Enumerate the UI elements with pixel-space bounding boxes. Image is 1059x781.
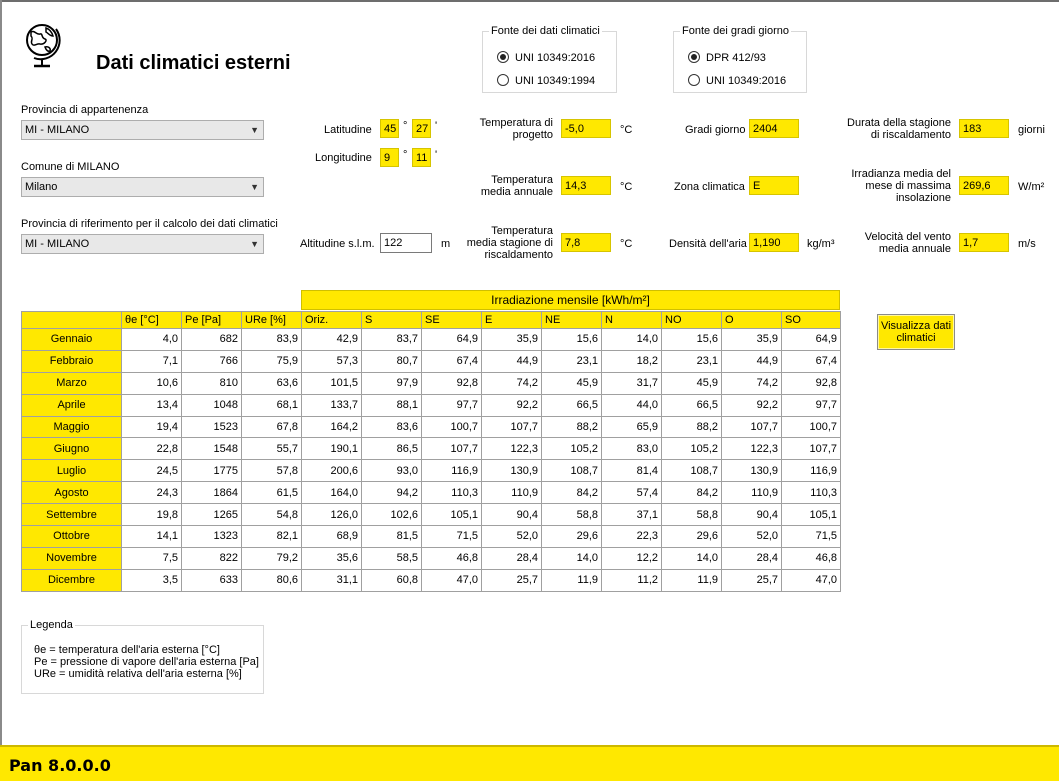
- radio-button-icon[interactable]: [688, 74, 700, 86]
- table-cell[interactable]: 57,3: [302, 350, 362, 372]
- column-header: NE: [542, 312, 602, 329]
- table-cell[interactable]: 11,2: [602, 569, 662, 591]
- table-cell[interactable]: 130,9: [482, 460, 542, 482]
- climate-data-table[interactable]: [21, 311, 841, 592]
- table-cell[interactable]: 1864: [182, 482, 242, 504]
- table-cell[interactable]: 1048: [182, 394, 242, 416]
- fonte-gradi-group: [673, 25, 807, 93]
- table-row: [22, 350, 841, 372]
- table-cell[interactable]: 107,7: [482, 416, 542, 438]
- table-cell[interactable]: 66,5: [542, 394, 602, 416]
- legenda-line: URe = umidità relativa dell'aria esterna [%]: [34, 668, 242, 680]
- table-cell[interactable]: 22,3: [602, 526, 662, 548]
- window-left-border: [0, 0, 2, 745]
- table-cell[interactable]: 126,0: [302, 504, 362, 526]
- durata-field[interactable]: 183: [959, 119, 1009, 138]
- table-cell[interactable]: 81,5: [362, 526, 422, 548]
- column-header: O: [722, 312, 782, 329]
- table-cell[interactable]: 65,9: [602, 416, 662, 438]
- table-cell[interactable]: 164,0: [302, 482, 362, 504]
- table-cell[interactable]: 1523: [182, 416, 242, 438]
- table-cell[interactable]: 122,3: [722, 438, 782, 460]
- zona-climatica-label: Zona climatica: [674, 181, 745, 193]
- table-cell[interactable]: 3,5: [122, 569, 182, 591]
- radio-uni-1994[interactable]: [497, 74, 595, 87]
- column-header: E: [482, 312, 542, 329]
- table-cell[interactable]: 47,0: [782, 569, 841, 591]
- table-cell[interactable]: 116,9: [422, 460, 482, 482]
- temp-stagione-unit: °C: [620, 238, 633, 250]
- table-cell[interactable]: 74,2: [722, 372, 782, 394]
- lat-min-field[interactable]: 27: [412, 119, 431, 138]
- temp-media-label: Temperatura media annuale: [480, 174, 553, 198]
- status-bar: [0, 745, 1059, 781]
- lon-min-field[interactable]: 11: [412, 148, 431, 167]
- table-cell[interactable]: 67,4: [782, 350, 841, 372]
- chevron-down-icon[interactable]: ▼: [250, 125, 259, 135]
- comune-value: Milano: [25, 181, 58, 193]
- legenda-line: θe = temperatura dell'aria esterna [°C]: [34, 644, 220, 656]
- legenda-title: Legenda: [30, 619, 73, 631]
- row-header-month: Aprile: [22, 394, 122, 416]
- table-cell[interactable]: 31,7: [602, 372, 662, 394]
- row-header-month: Luglio: [22, 460, 122, 482]
- densita-field[interactable]: 1,190: [749, 233, 799, 252]
- table-cell[interactable]: 84,2: [662, 482, 722, 504]
- table-cell[interactable]: 42,9: [302, 329, 362, 351]
- provincia-select[interactable]: [21, 120, 264, 140]
- comune-label: Comune di MILANO: [21, 161, 120, 173]
- table-cell[interactable]: 35,9: [482, 329, 542, 351]
- table-cell[interactable]: 64,9: [422, 329, 482, 351]
- globe-icon: [22, 20, 62, 70]
- table-cell[interactable]: 88,1: [362, 394, 422, 416]
- durata-label: Durata della stagione di riscaldamento: [847, 117, 951, 141]
- table-cell[interactable]: 58,8: [542, 504, 602, 526]
- table-cell[interactable]: 97,7: [782, 394, 841, 416]
- table-cell[interactable]: 1775: [182, 460, 242, 482]
- table-cell[interactable]: 46,8: [782, 547, 841, 569]
- row-header-month: Novembre: [22, 547, 122, 569]
- table-cell[interactable]: 71,5: [782, 526, 841, 548]
- radio-button-icon[interactable]: [497, 51, 509, 63]
- row-header-month: Maggio: [22, 416, 122, 438]
- table-cell[interactable]: 105,1: [422, 504, 482, 526]
- table-cell[interactable]: 58,8: [662, 504, 722, 526]
- table-cell[interactable]: 822: [182, 547, 242, 569]
- table-row: [22, 526, 841, 548]
- table-cell[interactable]: 47,0: [422, 569, 482, 591]
- column-header: Pe [Pa]: [182, 312, 242, 329]
- table-cell[interactable]: 13,4: [122, 394, 182, 416]
- window-top-border: [0, 0, 1059, 2]
- fonte-gradi-legend: Fonte dei gradi giorno: [682, 25, 790, 37]
- table-row: [22, 547, 841, 569]
- table-cell[interactable]: 57,4: [602, 482, 662, 504]
- table-cell[interactable]: 11,9: [542, 569, 602, 591]
- table-cell[interactable]: 22,8: [122, 438, 182, 460]
- table-row: [22, 504, 841, 526]
- table-cell[interactable]: 44,0: [602, 394, 662, 416]
- altitudine-unit: m: [441, 238, 451, 250]
- table-cell[interactable]: 55,7: [242, 438, 302, 460]
- table-cell[interactable]: 97,9: [362, 372, 422, 394]
- table-cell[interactable]: 52,0: [482, 526, 542, 548]
- zona-climatica-field[interactable]: E: [749, 176, 799, 195]
- table-cell[interactable]: 766: [182, 350, 242, 372]
- temp-progetto-field[interactable]: -5,0: [561, 119, 611, 138]
- table-cell[interactable]: 68,1: [242, 394, 302, 416]
- column-header: SO: [782, 312, 841, 329]
- table-cell[interactable]: 25,7: [722, 569, 782, 591]
- table-cell[interactable]: 130,9: [722, 460, 782, 482]
- table-cell[interactable]: 57,8: [242, 460, 302, 482]
- table-cell[interactable]: 101,5: [302, 372, 362, 394]
- table-cell[interactable]: 19,4: [122, 416, 182, 438]
- column-header: S: [362, 312, 422, 329]
- lon-deg-field[interactable]: 9: [380, 148, 399, 167]
- table-cell[interactable]: 24,5: [122, 460, 182, 482]
- lat-deg-field[interactable]: 45: [380, 119, 399, 138]
- table-cell[interactable]: 100,7: [422, 416, 482, 438]
- column-header: NO: [662, 312, 722, 329]
- provincia-rif-select[interactable]: [21, 234, 264, 254]
- table-cell[interactable]: 11,9: [662, 569, 722, 591]
- latitudine-label: Latitudine: [324, 124, 372, 136]
- vento-unit: m/s: [1018, 238, 1036, 250]
- column-header: URe [%]: [242, 312, 302, 329]
- radio-label: UNI 10349:1994: [515, 75, 596, 87]
- table-cell[interactable]: 14,0: [602, 329, 662, 351]
- table-cell[interactable]: 90,4: [482, 504, 542, 526]
- visualizza-dati-button[interactable]: Visualizza dati climatici: [877, 314, 955, 350]
- table-cell[interactable]: 14,0: [662, 547, 722, 569]
- table-cell[interactable]: 108,7: [542, 460, 602, 482]
- table-cell[interactable]: 45,9: [662, 372, 722, 394]
- table-cell[interactable]: 52,0: [722, 526, 782, 548]
- table-cell[interactable]: 100,7: [782, 416, 841, 438]
- table-corner-cell: [22, 312, 122, 329]
- page-title: Dati climatici esterni: [96, 52, 291, 74]
- table-cell[interactable]: 81,4: [602, 460, 662, 482]
- table-cell[interactable]: 1323: [182, 526, 242, 548]
- table-cell[interactable]: 71,5: [422, 526, 482, 548]
- table-cell[interactable]: 25,7: [482, 569, 542, 591]
- table-cell[interactable]: 108,7: [662, 460, 722, 482]
- table-cell[interactable]: 164,2: [302, 416, 362, 438]
- table-cell[interactable]: 64,9: [782, 329, 841, 351]
- table-cell[interactable]: 92,2: [482, 394, 542, 416]
- comune-select[interactable]: [21, 177, 264, 197]
- table-cell[interactable]: 88,2: [662, 416, 722, 438]
- chevron-down-icon[interactable]: ▼: [250, 239, 259, 249]
- radio-label: UNI 10349:2016: [706, 75, 787, 87]
- table-cell[interactable]: 682: [182, 329, 242, 351]
- provincia-label: Provincia di appartenenza: [21, 104, 149, 116]
- table-cell[interactable]: 31,1: [302, 569, 362, 591]
- table-cell[interactable]: 102,6: [362, 504, 422, 526]
- table-cell[interactable]: 10,6: [122, 372, 182, 394]
- table-row: [22, 438, 841, 460]
- table-cell[interactable]: 15,6: [662, 329, 722, 351]
- table-cell[interactable]: 14,0: [542, 547, 602, 569]
- column-header: Oriz.: [302, 312, 362, 329]
- row-header-month: Gennaio: [22, 329, 122, 351]
- irradianza-unit: W/m²: [1018, 181, 1045, 193]
- table-cell[interactable]: 633: [182, 569, 242, 591]
- vento-field[interactable]: 1,7: [959, 233, 1009, 252]
- provincia-rif-label: Provincia di riferimento per il calcolo dei dati climatici: [21, 218, 278, 230]
- table-cell[interactable]: 82,1: [242, 526, 302, 548]
- irradianza-field[interactable]: 269,6: [959, 176, 1009, 195]
- table-cell[interactable]: 83,7: [362, 329, 422, 351]
- table-cell[interactable]: 107,7: [722, 416, 782, 438]
- densita-unit: kg/m³: [807, 238, 835, 250]
- table-row: [22, 569, 841, 591]
- table-cell[interactable]: 67,4: [422, 350, 482, 372]
- table-cell[interactable]: 60,8: [362, 569, 422, 591]
- table-cell[interactable]: 29,6: [542, 526, 602, 548]
- table-cell[interactable]: 122,3: [482, 438, 542, 460]
- table-cell[interactable]: 810: [182, 372, 242, 394]
- table-cell[interactable]: 23,1: [662, 350, 722, 372]
- temp-progetto-label: Temperatura di progetto: [479, 117, 553, 141]
- table-cell[interactable]: 44,9: [722, 350, 782, 372]
- table-cell[interactable]: 93,0: [362, 460, 422, 482]
- table-cell[interactable]: 28,4: [482, 547, 542, 569]
- table-row: [22, 394, 841, 416]
- durata-unit: giorni: [1018, 124, 1045, 136]
- radio-gradi-uni-2016[interactable]: [688, 74, 786, 87]
- table-cell[interactable]: 84,2: [542, 482, 602, 504]
- radio-label: UNI 10349:2016: [515, 52, 596, 64]
- table-cell[interactable]: 7,5: [122, 547, 182, 569]
- deg-symbol: °: [403, 120, 408, 132]
- table-cell[interactable]: 58,5: [362, 547, 422, 569]
- table-cell[interactable]: 61,5: [242, 482, 302, 504]
- table-cell[interactable]: 19,8: [122, 504, 182, 526]
- table-cell[interactable]: 12,2: [602, 547, 662, 569]
- row-header-month: Giugno: [22, 438, 122, 460]
- table-cell[interactable]: 92,8: [422, 372, 482, 394]
- altitudine-label: Altitudine s.l.m.: [300, 238, 375, 250]
- radio-uni-2016[interactable]: [497, 51, 595, 64]
- table-row: [22, 482, 841, 504]
- temp-progetto-unit: °C: [620, 124, 633, 136]
- irradianza-label: Irradianza media del mese di massima insolazione: [851, 168, 951, 204]
- table-cell[interactable]: 7,1: [122, 350, 182, 372]
- version-label: Pan 8.0.0.0: [9, 756, 111, 775]
- table-cell[interactable]: 45,9: [542, 372, 602, 394]
- table-cell[interactable]: 46,8: [422, 547, 482, 569]
- altitudine-field[interactable]: 122: [380, 233, 432, 253]
- table-cell[interactable]: 67,8: [242, 416, 302, 438]
- gradi-giorno-label: Gradi giorno: [685, 124, 746, 136]
- column-header: SE: [422, 312, 482, 329]
- table-cell[interactable]: 63,6: [242, 372, 302, 394]
- radio-button-icon[interactable]: [688, 51, 700, 63]
- table-cell[interactable]: 80,7: [362, 350, 422, 372]
- table-cell[interactable]: 105,2: [662, 438, 722, 460]
- table-cell[interactable]: 92,2: [722, 394, 782, 416]
- row-header-month: Agosto: [22, 482, 122, 504]
- table-cell[interactable]: 54,8: [242, 504, 302, 526]
- table-cell[interactable]: 133,7: [302, 394, 362, 416]
- table-cell[interactable]: 1548: [182, 438, 242, 460]
- table-cell[interactable]: 79,2: [242, 547, 302, 569]
- table-cell[interactable]: 116,9: [782, 460, 841, 482]
- fonte-dati-group: [482, 25, 617, 93]
- table-cell[interactable]: 107,7: [782, 438, 841, 460]
- deg-symbol: °: [403, 149, 408, 161]
- table-cell[interactable]: 28,4: [722, 547, 782, 569]
- table-cell[interactable]: 105,2: [542, 438, 602, 460]
- table-cell[interactable]: 88,2: [542, 416, 602, 438]
- table-cell[interactable]: 29,6: [662, 526, 722, 548]
- min-symbol: ': [435, 120, 438, 132]
- radio-label: DPR 412/93: [706, 52, 766, 64]
- table-cell[interactable]: 200,6: [302, 460, 362, 482]
- row-header-month: Febbraio: [22, 350, 122, 372]
- temp-media-field[interactable]: 14,3: [561, 176, 611, 195]
- radio-button-icon[interactable]: [497, 74, 509, 86]
- vento-label: Velocità del vento media annuale: [864, 231, 951, 255]
- table-cell[interactable]: 23,1: [542, 350, 602, 372]
- provincia-rif-value: MI - MILANO: [25, 238, 90, 250]
- table-cell[interactable]: 66,5: [662, 394, 722, 416]
- temp-stagione-label: Temperatura media stagione di riscaldamento: [466, 225, 553, 261]
- table-cell[interactable]: 83,0: [602, 438, 662, 460]
- row-header-month: Ottobre: [22, 526, 122, 548]
- table-cell[interactable]: 35,6: [302, 547, 362, 569]
- table-cell[interactable]: 105,1: [782, 504, 841, 526]
- table-cell[interactable]: 83,9: [242, 329, 302, 351]
- table-cell[interactable]: 110,9: [482, 482, 542, 504]
- table-cell[interactable]: 74,2: [482, 372, 542, 394]
- temp-stagione-field[interactable]: 7,8: [561, 233, 611, 252]
- table-row: [22, 329, 841, 351]
- temp-media-unit: °C: [620, 181, 633, 193]
- provincia-value: MI - MILANO: [25, 124, 90, 136]
- table-cell[interactable]: 86,5: [362, 438, 422, 460]
- row-header-month: Settembre: [22, 504, 122, 526]
- densita-label: Densità dell'aria: [669, 238, 747, 250]
- min-symbol: ': [435, 149, 438, 161]
- table-cell[interactable]: 4,0: [122, 329, 182, 351]
- column-header: N: [602, 312, 662, 329]
- column-header: θe [°C]: [122, 312, 182, 329]
- radio-dpr-412[interactable]: [688, 51, 766, 64]
- irradiazione-header: Irradiazione mensile [kWh/m²]: [301, 290, 840, 310]
- table-cell[interactable]: 110,9: [722, 482, 782, 504]
- table-row: [22, 372, 841, 394]
- table-cell[interactable]: 97,7: [422, 394, 482, 416]
- gradi-giorno-field[interactable]: 2404: [749, 119, 799, 138]
- table-cell[interactable]: 92,8: [782, 372, 841, 394]
- table-cell[interactable]: 110,3: [782, 482, 841, 504]
- table-cell[interactable]: 14,1: [122, 526, 182, 548]
- table-cell[interactable]: 15,6: [542, 329, 602, 351]
- table-cell[interactable]: 80,6: [242, 569, 302, 591]
- legenda-line: Pe = pressione di vapore dell'aria esterna [Pa]: [34, 656, 259, 668]
- table-cell[interactable]: 44,9: [482, 350, 542, 372]
- row-header-month: Marzo: [22, 372, 122, 394]
- table-cell[interactable]: 110,3: [422, 482, 482, 504]
- table-cell[interactable]: 35,9: [722, 329, 782, 351]
- table-cell[interactable]: 37,1: [602, 504, 662, 526]
- table-cell[interactable]: 107,7: [422, 438, 482, 460]
- table-cell[interactable]: 90,4: [722, 504, 782, 526]
- table-cell[interactable]: 68,9: [302, 526, 362, 548]
- row-header-month: Dicembre: [22, 569, 122, 591]
- table-cell[interactable]: 190,1: [302, 438, 362, 460]
- table-cell[interactable]: 94,2: [362, 482, 422, 504]
- table-row: [22, 460, 841, 482]
- table-cell[interactable]: 24,3: [122, 482, 182, 504]
- table-row: [22, 416, 841, 438]
- chevron-down-icon[interactable]: ▼: [250, 182, 259, 192]
- legenda-group: [21, 619, 264, 694]
- table-cell[interactable]: 18,2: [602, 350, 662, 372]
- table-cell[interactable]: 1265: [182, 504, 242, 526]
- table-cell[interactable]: 75,9: [242, 350, 302, 372]
- table-cell[interactable]: 83,6: [362, 416, 422, 438]
- fonte-dati-legend: Fonte dei dati climatici: [491, 25, 600, 37]
- longitudine-label: Longitudine: [315, 152, 372, 164]
